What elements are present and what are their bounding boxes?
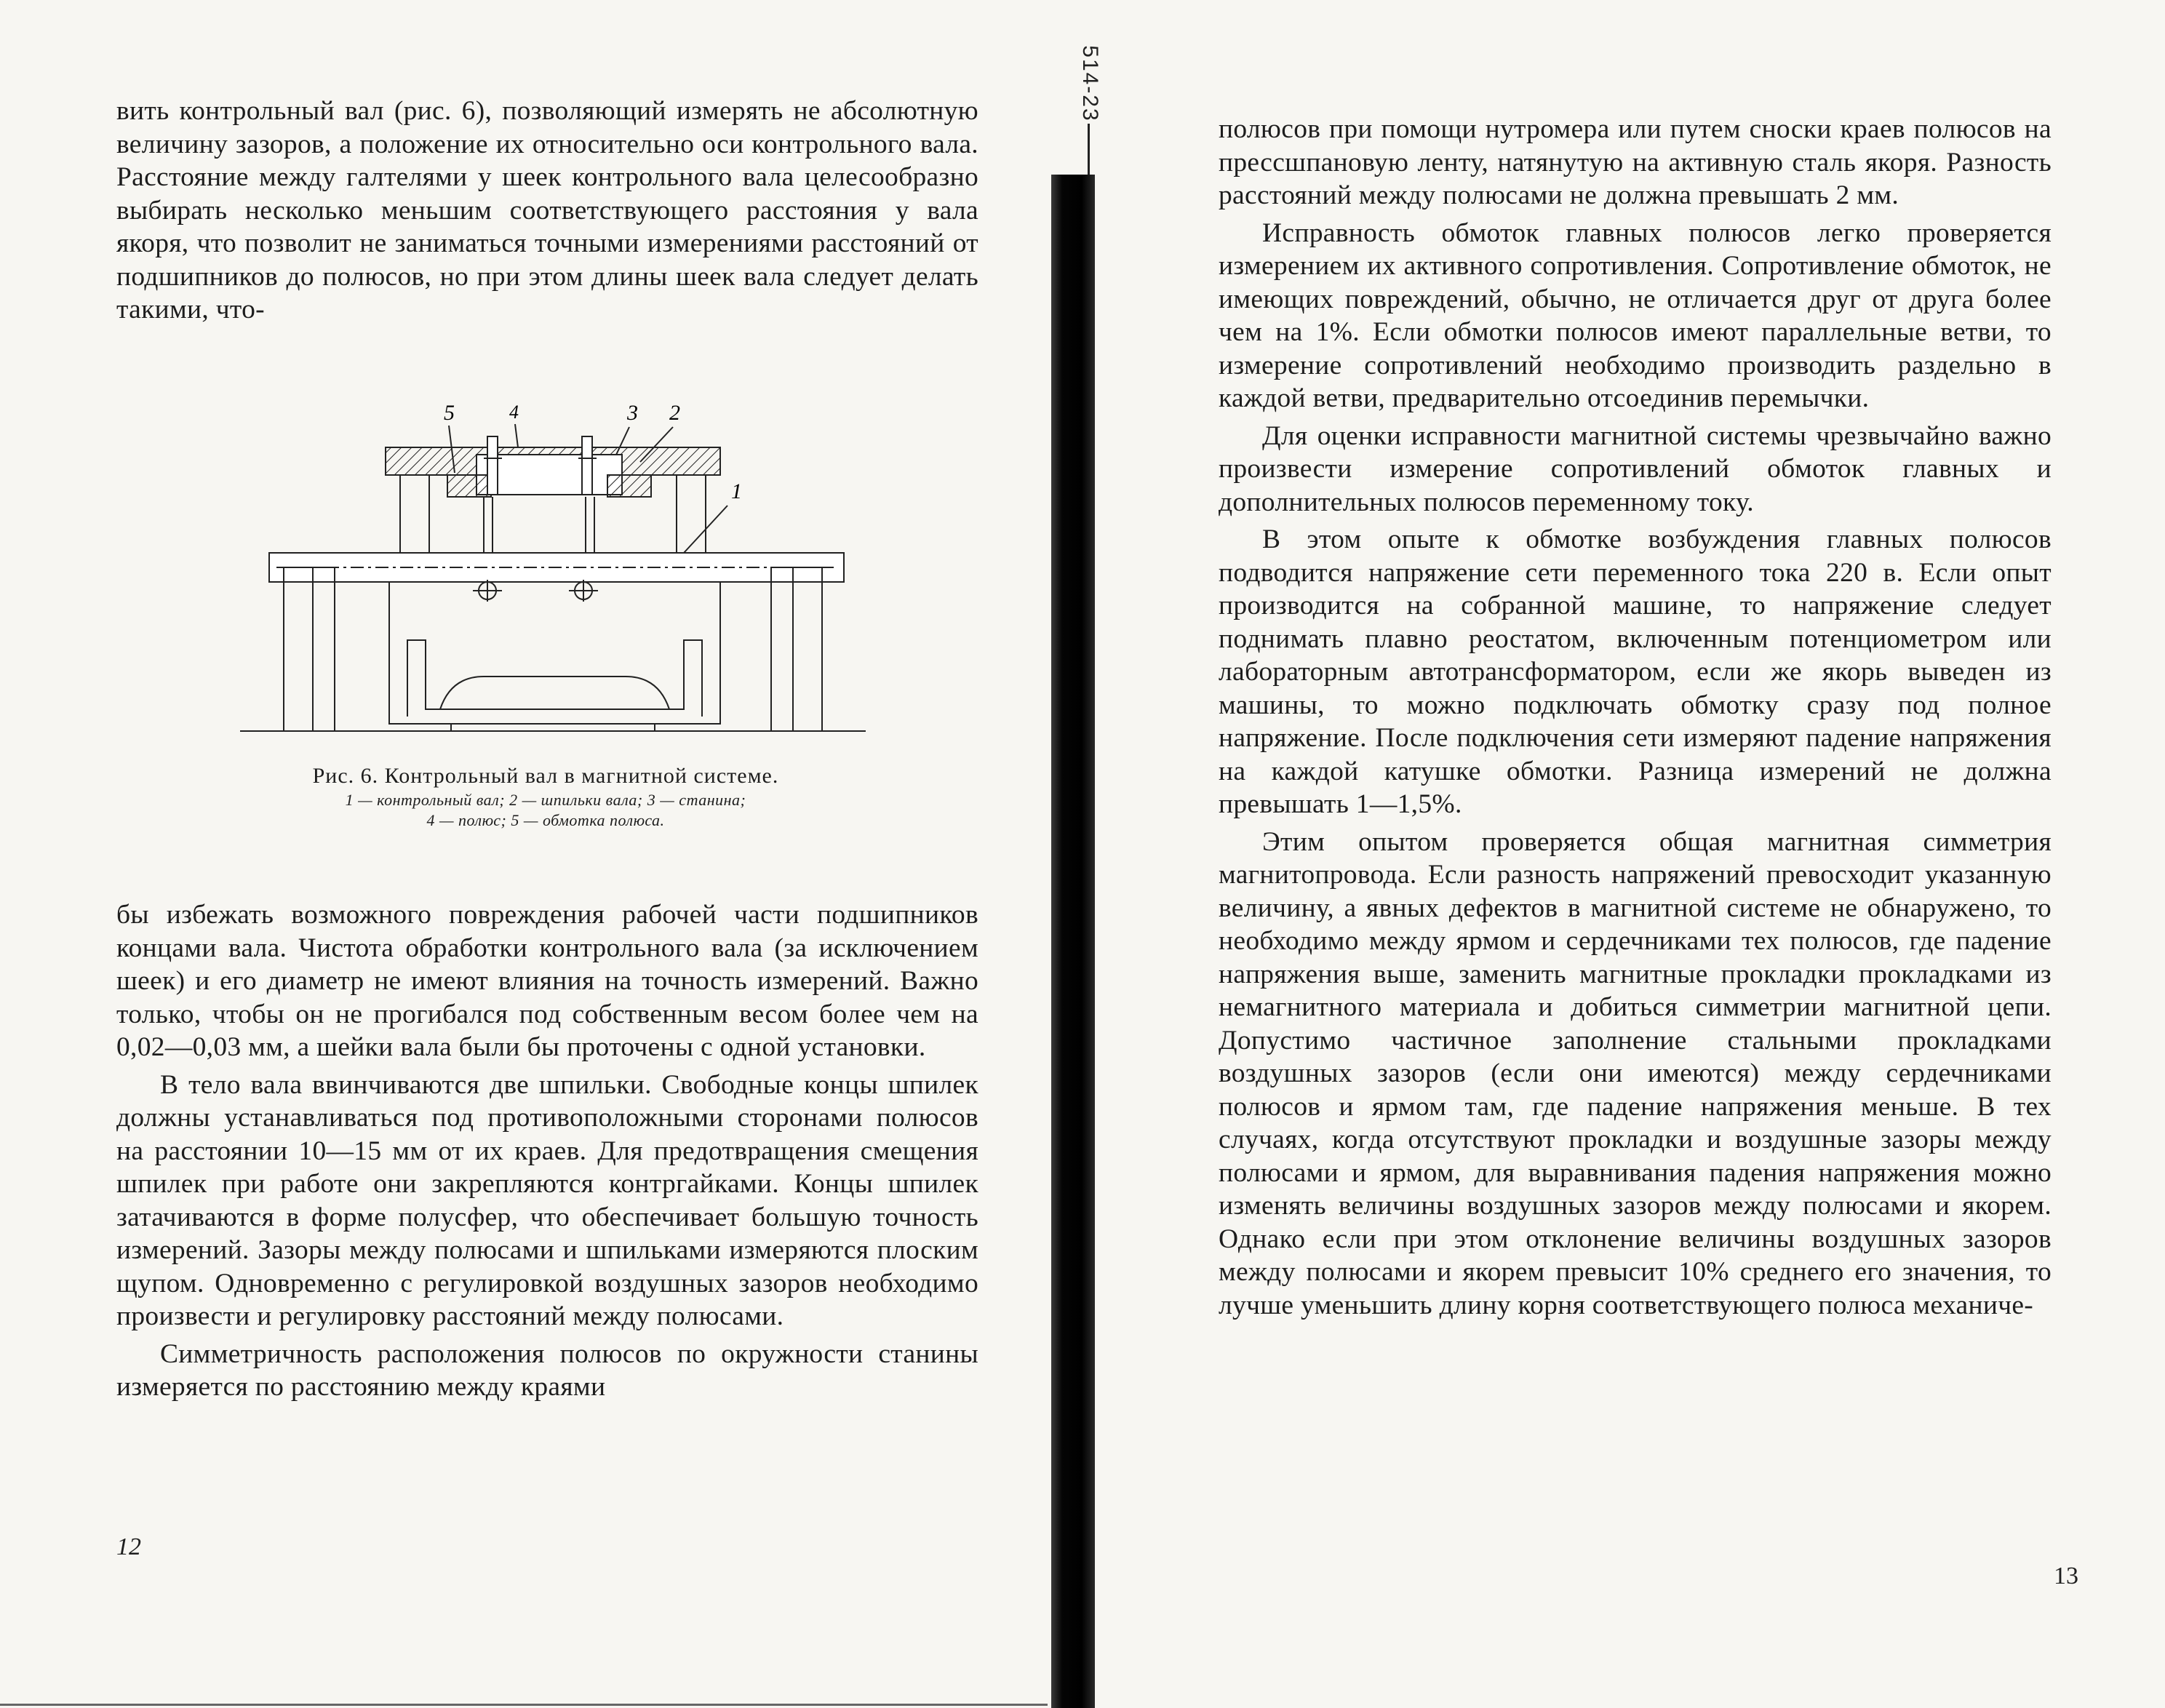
caption-legend-1: 1 — контрольный вал; 2 — шпильки вала; 3 — станина; (345, 791, 746, 809)
right-paragraph-1: полюсов при помощи нутромера или путем сноски краев полюсов на прессшпановую ленту, натянутую на активную сталь якоря. Разность расстояний между полюсами не должна превышать 2 мм. (1219, 114, 2052, 210)
right-paragraph-5: Этим опытом проверяется общая магнитная симметрия магнитопровода. Если разность напряжений превосходит указанную величину, а явных дефектов в магнитной системе не обнаружено, то необходимо между ярмом и сердечниками тех полюсов, где падение напряжения выше, заменить магнитные прокладки прокладками из немагнитного материала и добиться симметрии магнитной цепи. Допустимо частичное заполнение стальными прокладками воздушных зазоров (если они имеются) между сердечниками полюсов и ярмом там, где падение напряжения меньше. В тех случаях, когда отсутствуют прокладки и воздушные зазоры между полюсами и ярмом, для выравнивания падения напряжения можно изменять величины воздушных зазоров между полюсами и якорем. Однако если при этом отклонение величины воздушных зазоров между полюсами и якорем превысит 10% среднего его значения, то лучше уменьшить длину корня соответствующего полюса механиче- (1219, 826, 2052, 1320)
callout-3: 3 (627, 401, 638, 425)
callout-5: 5 (444, 401, 455, 425)
callout-4: 4 (509, 402, 519, 423)
book-gutter (1051, 175, 1095, 1708)
left-top-text (116, 95, 978, 331)
figure-control-shaft (233, 389, 873, 738)
callout-1: 1 (731, 479, 742, 503)
left-page (0, 0, 1062, 1708)
left-paragraph-1: вить контрольный вал (рис. 6), позволяющий измерять не абсолютную величину зазоров, а положение их относительно оси контрольного вала. Расстояние между галтелями у шеек контрольного вала целесообразно выбирать несколько меньшим соответствующего расстояния у вала якоря, что позволит не заниматься точными измерениями расстояний от подшипников до полюсов, но при этом длины шеек вала следует делать такими, что- (116, 96, 978, 324)
callout-2: 2 (669, 401, 680, 425)
right-paragraph-2: Исправность обмоток главных полюсов легко проверяется измерением их активного сопротивления. Сопротивление обмоток, не имеющих повреждений, обычно, не отличается друг от друга более чем на 1%. Если обмотки полюсов имеют параллельные ветви, то измерение сопротивлений необходимо производить раздельно в каждой ветви, предварительно отсоединив перемычки. (1219, 218, 2052, 413)
caption-legend-2: 4 — полюс; 5 — обмотка полюса. (426, 811, 665, 829)
figure-caption (211, 762, 880, 831)
binding-stamp: 514-23 (1078, 45, 1102, 122)
left-paragraph-2: бы избежать возможного повреждения рабочей части подшипников концами вала. Чистота обработки контрольного вала (за исключением шеек) и его диаметр не имеют влияния на точность измерений. Важно только, чтобы он не прогибался под собственным весом более чем на 0,02—0,03 мм, а шейки вала были бы проточены с одной установки. (116, 900, 978, 1062)
caption-title: Рис. 6. Контрольный вал в магнитной системе. (312, 764, 779, 788)
control-shaft-drawing (233, 389, 873, 738)
left-bottom-text (116, 898, 978, 1408)
stamp-rule (1088, 124, 1090, 182)
right-paragraph-4: В этом опыте к обмотке возбуждения главных полюсов подводится напряжение сети переменного тока 220 в. Если опыт производится на собранной машине, то напряжение следует поднимать плавно реостатом, включенным потенциометром или лабораторным автотрансформатором, если же якорь выведен из машины, то можно подключать обмотку сразу под полное напряжение. После подключения сети измеряют падение напряжения на каждой катушке обмотки. Разница измерений не должна превышать 1—1,5%. (1219, 524, 2052, 819)
left-paragraph-3: В тело вала ввинчиваются две шпильки. Свободные концы шпилек должны устанавливаться под противоположными сторонами полюсов на расстоянии 10—15 мм от их краев. Для предотвращения смещения шпилек при работе они закрепляются контргайками. Концы шпилек затачиваются в форме полусфер, что обеспечивает большую точность измерений. Зазоры между полюсами и шпильками измеряются плоским щупом. Одновременно с регулировкой воздушных зазоров необходимо произвести и регулировку расстояний между полюсами. (116, 1069, 978, 1331)
right-text (1219, 113, 2052, 1326)
page-number-right: 13 (2054, 1563, 2078, 1589)
left-paragraph-4: Симметричность расположения полюсов по окружности станины измеряется по расстоянию между краями (116, 1338, 978, 1402)
right-paragraph-3: Для оценки исправности магнитной системы чрезвычайно важно произвести измерение сопротивлений обмоток главных и дополнительных полюсов переменному току. (1219, 420, 2052, 517)
bottom-edge-rule (0, 1704, 1048, 1706)
right-page (1095, 0, 2165, 1708)
page-number-left: 12 (116, 1533, 141, 1560)
